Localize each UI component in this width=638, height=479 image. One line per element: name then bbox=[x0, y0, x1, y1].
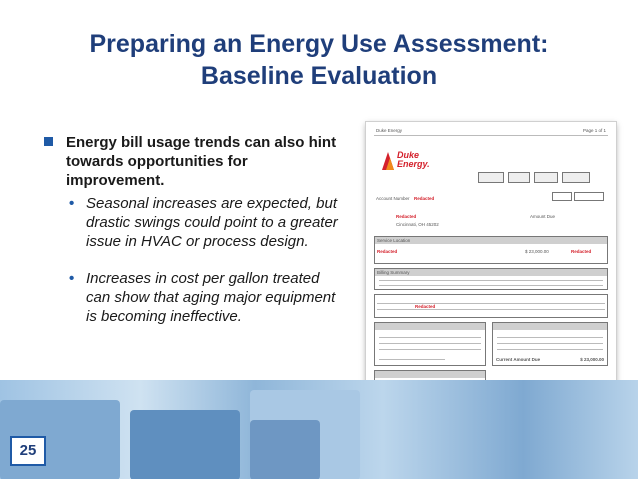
billing-section-title: Billing Summary bbox=[377, 270, 410, 275]
main-bullet-text: Energy bill usage trends can also hint towards opportunities for improvement. bbox=[66, 134, 337, 189]
address-line: Cincinnati, OH 45202 bbox=[396, 222, 439, 227]
logo-text-2: Energy. bbox=[397, 159, 430, 169]
bill-nav-button bbox=[562, 172, 590, 183]
bill-nav-button bbox=[508, 172, 530, 183]
redacted-stamp: Redacted bbox=[396, 214, 417, 219]
bill-field bbox=[552, 192, 572, 201]
service-table bbox=[374, 236, 608, 264]
redacted-stamp: Redacted bbox=[415, 304, 436, 309]
page-number: 25 bbox=[10, 436, 46, 466]
sub-bullet bbox=[42, 194, 342, 251]
billing-table bbox=[374, 268, 608, 290]
bill-nav-button bbox=[478, 172, 504, 183]
text-line bbox=[497, 343, 603, 344]
bill-nav-button bbox=[534, 172, 558, 183]
due-amount: $ 23,000.00 bbox=[525, 249, 549, 254]
dot-bullet-icon: • bbox=[69, 270, 75, 287]
text-line bbox=[497, 349, 603, 350]
table-header bbox=[375, 323, 485, 330]
bullet-list bbox=[42, 133, 342, 326]
bill-header-right: Page 1 of 1 bbox=[582, 128, 606, 133]
logo-text-1: Duke bbox=[397, 150, 420, 160]
main-bullet bbox=[42, 133, 342, 190]
account-label: Account Number bbox=[376, 196, 410, 201]
sub-bullet-text-1: Seasonal increases are expected, but drastic swings could point to a greater issue in HVAC or process design. bbox=[86, 195, 338, 250]
totals-value: $ 23,000.00 bbox=[580, 357, 604, 362]
redacted-stamp: Redacted bbox=[414, 196, 435, 201]
tank-image bbox=[130, 410, 240, 479]
text-line bbox=[377, 309, 605, 310]
charges-box bbox=[374, 322, 486, 366]
tank-image bbox=[250, 420, 320, 479]
text-line bbox=[379, 285, 603, 286]
bill-field bbox=[574, 192, 604, 201]
table-header bbox=[375, 371, 485, 378]
sub-bullet-text-2: Increases in cost per gallon treated can show that aging major equipment is becoming ineffective. bbox=[86, 270, 336, 325]
text-line bbox=[377, 303, 605, 304]
text-line bbox=[379, 359, 445, 360]
divider bbox=[374, 135, 608, 136]
service-section-title: Service Location bbox=[377, 238, 411, 243]
table-header bbox=[493, 323, 607, 330]
dot-bullet-icon: • bbox=[69, 195, 75, 212]
slide-title bbox=[20, 28, 618, 92]
title-line-2: Baseline Evaluation bbox=[200, 62, 438, 90]
redacted-stamp: Redacted bbox=[377, 249, 398, 254]
footer-photo-strip bbox=[0, 380, 638, 479]
usage-table bbox=[374, 294, 608, 318]
totals-box bbox=[492, 322, 608, 366]
text-line bbox=[379, 337, 481, 338]
sub-bullet bbox=[42, 269, 342, 326]
duke-energy-logo bbox=[380, 148, 440, 172]
title-line-1: Preparing an Energy Use Assessment: bbox=[89, 30, 549, 58]
bill-header-left: Duke Energy bbox=[376, 128, 403, 133]
square-bullet-icon bbox=[44, 137, 53, 146]
text-line bbox=[497, 337, 603, 338]
text-line bbox=[379, 343, 481, 344]
text-line bbox=[379, 349, 481, 350]
text-line bbox=[379, 280, 603, 281]
totals-label: Current Amount Due bbox=[496, 357, 541, 362]
redacted-stamp: Redacted bbox=[571, 249, 592, 254]
due-label: Amount Due bbox=[530, 214, 556, 219]
